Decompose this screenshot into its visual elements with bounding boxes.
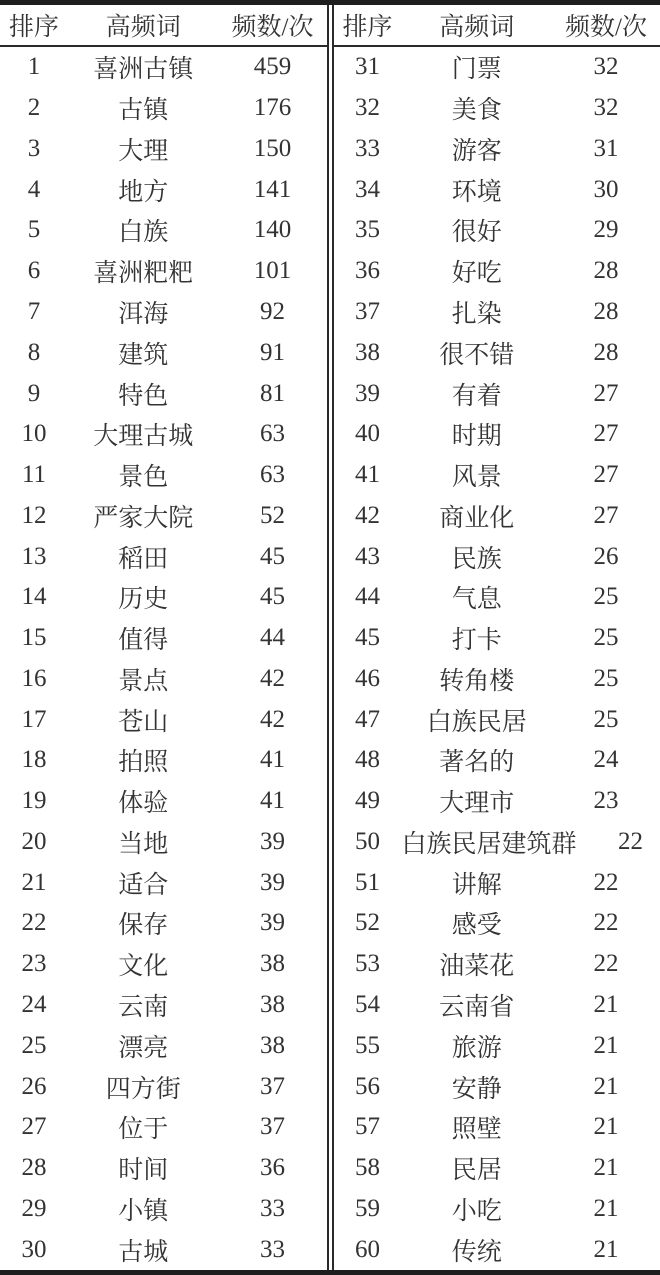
- word-cell: 民族: [451, 545, 502, 573]
- word-cell: 稻田: [118, 545, 169, 573]
- word-cell: 值得: [118, 627, 169, 655]
- table-row: [0, 210, 327, 251]
- rank-cell: 45: [355, 624, 380, 652]
- rank-cell: 25: [21, 1031, 47, 1059]
- word-cell: 大理市: [439, 790, 515, 818]
- table-row: [334, 373, 660, 414]
- word-cell: 打卡: [451, 627, 502, 655]
- freq-cell: 42: [260, 705, 285, 733]
- word-cell: 小吃: [451, 1197, 502, 1225]
- table-row: [0, 740, 327, 781]
- freq-cell: 27: [593, 379, 619, 407]
- word-cell: 严家大院: [93, 504, 194, 532]
- word-cell: 位于: [118, 1116, 169, 1144]
- word-cell: 传统: [451, 1238, 502, 1266]
- table-row: [0, 1107, 327, 1148]
- rank-cell: 57: [355, 1113, 380, 1141]
- table-row: [334, 822, 660, 863]
- rank-cell: 27: [21, 1113, 47, 1141]
- rank-cell: 32: [355, 94, 380, 122]
- table-right-half: [334, 5, 660, 1270]
- rank-cell: 15: [21, 624, 47, 652]
- word-cell: 美食: [451, 97, 502, 125]
- word-cell: 很好: [451, 219, 502, 247]
- rank-cell: 33: [355, 134, 380, 162]
- word-cell: 转角楼: [439, 667, 515, 695]
- center-double-divider: [327, 5, 334, 1270]
- rank-cell: 21: [21, 868, 47, 896]
- freq-cell: 39: [260, 909, 285, 937]
- rank-cell: 29: [21, 1194, 47, 1222]
- rank-cell: 17: [21, 705, 47, 733]
- rank-cell: 22: [21, 909, 47, 937]
- rank-cell: 48: [355, 746, 380, 774]
- word-cell: 适合: [118, 871, 169, 899]
- freq-cell: 24: [593, 746, 619, 774]
- freq-cell: 141: [253, 175, 292, 203]
- rank-cell: 44: [355, 583, 380, 611]
- freq-cell: 459: [253, 53, 292, 81]
- table-row: [334, 210, 660, 251]
- word-cell: 苍山: [118, 708, 169, 736]
- rank-cell: 16: [21, 664, 47, 692]
- freq-cell: 38: [260, 1031, 285, 1059]
- table-left-half: [0, 5, 327, 1270]
- word-cell: 油菜花: [439, 953, 515, 981]
- rank-cell: 37: [355, 297, 380, 325]
- freq-cell: 27: [593, 501, 619, 529]
- freq-cell: 33: [260, 1235, 285, 1263]
- freq-cell: 52: [260, 501, 285, 529]
- word-cell: 环境: [451, 178, 502, 206]
- freq-cell: 38: [260, 950, 285, 978]
- table-header-left: [0, 5, 327, 47]
- rank-cell: 49: [355, 787, 380, 815]
- word-cell: 大理古城: [93, 423, 194, 451]
- rank-cell: 18: [21, 746, 47, 774]
- rank-cell: 14: [21, 583, 47, 611]
- freq-cell: 91: [260, 338, 285, 366]
- freq-cell: 38: [260, 990, 285, 1018]
- table-row: [334, 414, 660, 455]
- rank-cell: 34: [355, 175, 380, 203]
- word-cell: 时间: [118, 1157, 169, 1185]
- table-row: [0, 903, 327, 944]
- table-row: [334, 88, 660, 129]
- word-cell: 白族民居: [426, 708, 527, 736]
- rank-cell: 8: [27, 338, 41, 366]
- word-cell: 白族民居建筑群: [401, 830, 577, 858]
- word-cell: 拍照: [118, 749, 169, 777]
- freq-cell: 21: [593, 1072, 619, 1100]
- table-row: [0, 455, 327, 496]
- word-cell: 大理: [118, 137, 169, 165]
- table-row: [334, 577, 660, 618]
- rank-cell: 3: [27, 134, 41, 162]
- table-row: [334, 455, 660, 496]
- table-row: [0, 1229, 327, 1270]
- table-row: [334, 618, 660, 659]
- word-cell: 风景: [451, 464, 502, 492]
- word-cell: 气息: [451, 586, 502, 614]
- rank-cell: 40: [355, 420, 380, 448]
- word-cell: 照壁: [451, 1116, 502, 1144]
- freq-cell: 42: [260, 664, 285, 692]
- rank-cell: 51: [355, 868, 380, 896]
- freq-cell: 31: [593, 134, 619, 162]
- table-row: [334, 332, 660, 373]
- freq-cell: 21: [593, 1031, 619, 1059]
- rank-cell: 2: [27, 94, 41, 122]
- table-row: [0, 781, 327, 822]
- word-cell: 白族: [118, 219, 169, 247]
- table-row: [0, 47, 327, 88]
- rank-cell: 5: [27, 216, 41, 244]
- word-cell: 著名的: [439, 749, 515, 777]
- rank-cell: 1: [27, 53, 41, 81]
- freq-cell: 21: [593, 1194, 619, 1222]
- freq-cell: 101: [253, 257, 292, 285]
- table-row: [0, 414, 327, 455]
- table-body-right: [334, 47, 660, 1270]
- freq-cell: 45: [260, 542, 285, 570]
- freq-cell: 32: [593, 53, 619, 81]
- word-cell: 古镇: [118, 97, 169, 125]
- word-cell: 保存: [118, 912, 169, 940]
- freq-cell: 25: [593, 583, 619, 611]
- freq-cell: 32: [593, 94, 619, 122]
- table-row: [334, 1229, 660, 1270]
- word-cell: 特色: [118, 382, 169, 410]
- freq-cell: 63: [260, 420, 285, 448]
- table-row: [0, 1148, 327, 1189]
- freq-cell: 25: [593, 624, 619, 652]
- freq-cell: 21: [593, 990, 619, 1018]
- table-row: [0, 292, 327, 333]
- table-row: [0, 332, 327, 373]
- freq-cell: 22: [593, 868, 619, 896]
- column-header-rank: 排序: [342, 14, 393, 41]
- freq-cell: 23: [593, 787, 619, 815]
- rank-cell: 28: [21, 1154, 47, 1182]
- table-row: [0, 985, 327, 1026]
- table-row: [334, 1066, 660, 1107]
- rank-cell: 46: [355, 664, 380, 692]
- freq-cell: 30: [593, 175, 619, 203]
- freq-cell: 45: [260, 583, 285, 611]
- rank-cell: 58: [355, 1154, 380, 1182]
- rank-cell: 39: [355, 379, 380, 407]
- table-row: [334, 169, 660, 210]
- column-header-rank: 排序: [8, 14, 59, 41]
- rank-cell: 43: [355, 542, 380, 570]
- freq-cell: 39: [260, 827, 285, 855]
- freq-cell: 25: [593, 664, 619, 692]
- word-cell: 喜洲粑粑: [93, 260, 194, 288]
- word-cell: 洱海: [118, 300, 169, 328]
- rank-cell: 7: [27, 297, 41, 325]
- table-row: [334, 495, 660, 536]
- word-cell: 民居: [451, 1157, 502, 1185]
- word-cell: 历史: [118, 586, 169, 614]
- freq-cell: 37: [260, 1113, 285, 1141]
- freq-cell: 63: [260, 461, 285, 489]
- freq-cell: 33: [260, 1194, 285, 1222]
- rank-cell: 56: [355, 1072, 380, 1100]
- freq-cell: 21: [593, 1154, 619, 1182]
- freq-cell: 21: [593, 1235, 619, 1263]
- word-cell: 文化: [118, 953, 169, 981]
- table-row: [334, 781, 660, 822]
- table-row: [0, 169, 327, 210]
- word-cell: 四方街: [105, 1075, 181, 1103]
- table-row: [0, 495, 327, 536]
- word-cell: 讲解: [451, 871, 502, 899]
- table-row: [334, 658, 660, 699]
- table-row: [334, 903, 660, 944]
- freq-cell: 29: [593, 216, 619, 244]
- rank-cell: 13: [21, 542, 47, 570]
- freq-cell: 22: [593, 950, 619, 978]
- table-row: [0, 862, 327, 903]
- word-cell: 喜洲古镇: [93, 56, 194, 84]
- rank-cell: 23: [21, 950, 47, 978]
- rank-cell: 12: [21, 501, 47, 529]
- word-cell: 安静: [451, 1075, 502, 1103]
- table-row: [0, 699, 327, 740]
- rank-cell: 47: [355, 705, 380, 733]
- table-row: [334, 1188, 660, 1229]
- rank-cell: 38: [355, 338, 380, 366]
- rank-cell: 55: [355, 1031, 380, 1059]
- table-row: [0, 1025, 327, 1066]
- table-row: [0, 658, 327, 699]
- table-row: [334, 862, 660, 903]
- table-row: [0, 536, 327, 577]
- word-cell: 地方: [118, 178, 169, 206]
- rank-cell: 4: [27, 175, 41, 203]
- rank-cell: 30: [21, 1235, 47, 1263]
- word-cell: 时期: [451, 423, 502, 451]
- table-row: [0, 944, 327, 985]
- freq-cell: 81: [260, 379, 285, 407]
- rank-cell: 9: [27, 379, 41, 407]
- freq-cell: 176: [253, 94, 292, 122]
- rank-cell: 42: [355, 501, 380, 529]
- freq-cell: 22: [618, 827, 644, 855]
- rank-cell: 31: [355, 53, 380, 81]
- table-row: [0, 88, 327, 129]
- table-row: [334, 740, 660, 781]
- rank-cell: 26: [21, 1072, 47, 1100]
- table-row: [334, 944, 660, 985]
- freq-cell: 41: [260, 746, 285, 774]
- word-cell: 旅游: [451, 1034, 502, 1062]
- freq-cell: 27: [593, 420, 619, 448]
- rank-cell: 60: [355, 1235, 380, 1263]
- word-cell: 小镇: [118, 1197, 169, 1225]
- word-cell: 云南: [118, 993, 169, 1021]
- table-row: [334, 251, 660, 292]
- word-cell: 当地: [118, 830, 169, 858]
- rank-cell: 52: [355, 909, 380, 937]
- freq-cell: 22: [593, 909, 619, 937]
- table-row: [334, 47, 660, 88]
- freq-cell: 44: [260, 624, 285, 652]
- word-cell: 漂亮: [118, 1034, 169, 1062]
- word-cell: 云南省: [439, 993, 515, 1021]
- table-row: [0, 251, 327, 292]
- word-cell: 有着: [451, 382, 502, 410]
- word-cell: 建筑: [118, 341, 169, 369]
- table-row: [0, 1188, 327, 1229]
- table-header-right: [334, 5, 660, 47]
- word-cell: 游客: [451, 137, 502, 165]
- column-header-word: 高频词: [105, 14, 181, 41]
- word-cell: 好吃: [451, 260, 502, 288]
- table-row: [334, 699, 660, 740]
- rank-cell: 50: [355, 827, 380, 855]
- freq-cell: 39: [260, 868, 285, 896]
- freq-cell: 25: [593, 705, 619, 733]
- table-row: [0, 822, 327, 863]
- table-row: [334, 1107, 660, 1148]
- freq-cell: 28: [593, 257, 619, 285]
- rank-cell: 41: [355, 461, 380, 489]
- freq-cell: 21: [593, 1113, 619, 1141]
- word-cell: 体验: [118, 790, 169, 818]
- word-cell: 景色: [118, 464, 169, 492]
- rank-cell: 53: [355, 950, 380, 978]
- word-cell: 感受: [451, 912, 502, 940]
- word-cell: 很不错: [439, 341, 515, 369]
- table-row: [334, 536, 660, 577]
- rank-cell: 10: [21, 420, 47, 448]
- column-header-word: 高频词: [439, 14, 515, 41]
- table-row: [334, 985, 660, 1026]
- rank-cell: 11: [21, 461, 47, 489]
- rank-cell: 36: [355, 257, 380, 285]
- table-row: [0, 577, 327, 618]
- word-cell: 商业化: [439, 504, 515, 532]
- column-header-freq: 频数/次: [231, 14, 314, 41]
- table-row: [0, 618, 327, 659]
- table-row: [334, 292, 660, 333]
- freq-cell: 27: [593, 461, 619, 489]
- freq-cell: 36: [260, 1154, 285, 1182]
- freq-cell: 28: [593, 297, 619, 325]
- freq-cell: 150: [253, 134, 292, 162]
- freq-cell: 41: [260, 787, 285, 815]
- table-row: [0, 373, 327, 414]
- table-row: [334, 1148, 660, 1189]
- table-body-left: [0, 47, 327, 1270]
- table-row: [334, 129, 660, 170]
- word-cell: 门票: [451, 56, 502, 84]
- word-cell: 古城: [118, 1238, 169, 1266]
- table-row: [0, 1066, 327, 1107]
- freq-cell: 140: [253, 216, 292, 244]
- rank-cell: 59: [355, 1194, 380, 1222]
- rank-cell: 20: [21, 827, 47, 855]
- column-header-freq: 频数/次: [565, 14, 647, 41]
- word-cell: 扎染: [451, 300, 502, 328]
- table-row: [334, 1025, 660, 1066]
- rank-cell: 54: [355, 990, 380, 1018]
- freq-cell: 37: [260, 1072, 285, 1100]
- rank-cell: 35: [355, 216, 380, 244]
- freq-cell: 28: [593, 338, 619, 366]
- freq-cell: 26: [593, 542, 619, 570]
- rank-cell: 24: [21, 990, 47, 1018]
- freq-cell: 92: [260, 297, 285, 325]
- rank-cell: 19: [21, 787, 47, 815]
- table-row: [0, 129, 327, 170]
- word-cell: 景点: [118, 667, 169, 695]
- rank-cell: 6: [27, 257, 41, 285]
